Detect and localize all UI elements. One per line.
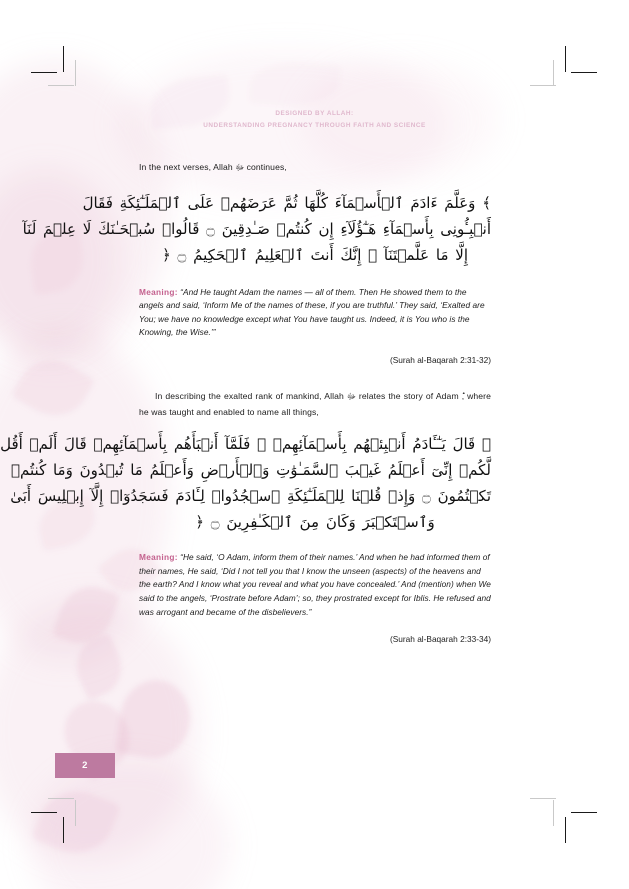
crop-mark-bottom-right-inner <box>530 798 556 799</box>
crop-mark-bottom-left-inner <box>75 800 76 826</box>
crop-mark-top-right-inner <box>530 85 556 86</box>
meaning-text: “And He taught Adam the names — all of them. Then He showed them to the angels and said, ‘Inform Me of the names of these, if you are truthful.’ They said, ‘Exalted are You; we have no knowledge except what You have taught us. Indeed, it is You who is the Knowing, the Wise.’” <box>139 286 485 338</box>
crop-mark-bottom-left-inner <box>48 798 74 799</box>
floral-watermark <box>30 760 230 889</box>
crop-mark-top-right <box>571 72 597 73</box>
meaning-label: Meaning: <box>139 552 178 563</box>
intro-text-before: In the next verses, Allah <box>139 162 236 172</box>
petal-shape <box>67 633 131 701</box>
running-header-line-2: UNDERSTANDING PREGNANCY THROUGH FAITH AND SCIENCE <box>203 122 426 129</box>
body-text-after: , where he was taught and enabled to name all things, <box>139 390 491 417</box>
ayah-line: إِلَّا مَا عَلَّمۡتَنَآ ۖ إِنَّكَ أَنتَ ٱلۡعَلِيمُ ٱلۡحَكِيمُ ۝ ﴿ <box>161 245 468 264</box>
allah-honorific-icon: ﷻ <box>235 163 245 172</box>
crop-mark-top-left-inner <box>48 85 74 86</box>
petal-shape <box>31 779 122 865</box>
quran-verse-block-one <box>22 190 491 268</box>
page-number-value: 2 <box>82 760 88 771</box>
crop-mark-top-left-inner <box>75 60 76 86</box>
intro-paragraph <box>139 160 491 176</box>
body-text-before: In describing the exalted rank of mankind, Allah <box>155 390 347 401</box>
quran-verse-block-two <box>0 431 491 535</box>
body-text-middle: relates the story of Adam <box>355 390 462 401</box>
petal-shape <box>10 347 95 428</box>
crop-mark-top-left <box>63 46 64 72</box>
ayah-line: تَكۡتُمُونَ ۝ وَإِذۡ قُلۡنَا لِلۡمَلَـٰٓئِكَةِ ٱسۡجُدُوا۟ لِـَٔادَمَ فَسَجَدُوٓا۟ إِلَّآ إِبۡلِيسَ أَبَىٰ <box>10 487 491 506</box>
ayah-line: وَٱسۡتَكۡبَرَ وَكَانَ مِنَ ٱلۡكَـٰفِرِينَ ۝ ﴿ <box>195 513 435 532</box>
crop-mark-bottom-left <box>31 812 57 813</box>
allah-honorific-icon: ﷻ <box>346 391 356 401</box>
ayah-line: أَنۢبِـُٔونِى بِأَسۡمَآءِ هَـٰٓؤُلَآءِ إِن كُنتُمۡ صَـٰدِقِينَ ۝ قَالُوا۟ سُبۡحَـٰنَكَ لَا عِلۡمَ لَنَآ <box>22 219 491 238</box>
meaning-label: Meaning: <box>139 286 178 297</box>
running-header-line-1: DESIGNED BY ALLAH: <box>275 110 354 117</box>
intro-text-after: continues, <box>244 162 287 172</box>
citation-one: (Surah al-Baqarah 2:31-32) <box>389 354 491 365</box>
body-paragraph <box>139 389 491 419</box>
meaning-text: “He said, ‘O Adam, inform them of their names.’ And when he had informed them of their names, He said, ‘Did I not tell you that I know the unseen (aspects) of the heavens and the earth? And I know what you reveal and what you have concealed.’ And (mention) when We said to the angels, ‘Prostrate before Adam’; so, they prostrated except for Iblis. He refused and was arrogant and became of the disbelievers.” <box>139 552 491 617</box>
crop-mark-bottom-right <box>565 817 566 843</box>
crop-mark-top-left <box>31 72 57 73</box>
citation-two: (Surah al-Baqarah 2:33-34) <box>389 634 491 645</box>
ayah-line: ﴾ وَعَلَّمَ ءَادَمَ ٱلۡأَسۡمَآءَ كُلَّهَا ثُمَّ عَرَضَهُمۡ عَلَى ٱلۡمَلَـٰٓئِكَةِ فَقَالَ <box>82 193 491 212</box>
petal-shape <box>52 578 120 651</box>
page-number-badge <box>55 753 115 778</box>
crop-mark-top-right-inner <box>553 60 554 86</box>
petal-shape <box>115 676 195 763</box>
ayah-line: ﴾ قَالَ يَـٰٓـَٔادَمُ أَنۢبِئۡهُم بِأَسۡمَآئِهِمۡ ۖ فَلَمَّآ أَنۢبَأَهُم بِأَسۡمَآئِهِمۡ قَالَ أَلَمۡ أَقُل <box>0 435 491 454</box>
crop-mark-bottom-right <box>571 812 597 813</box>
running-header <box>0 108 629 132</box>
ayah-line: لَّكُمۡ إِنِّىٓ أَعۡلَمُ غَيۡبَ ٱلسَّمَـٰوَٰتِ وَٱلۡأَرۡضِ وَأَعۡلَمُ مَا تُبۡدُونَ وَمَا كُنتُمۡ <box>11 461 491 480</box>
meaning-block-two <box>139 551 491 619</box>
petal-shape <box>249 59 342 109</box>
content-column <box>0 160 491 646</box>
crop-mark-bottom-left <box>63 817 64 843</box>
crop-mark-bottom-right-inner <box>553 800 554 826</box>
meaning-block-one <box>139 286 491 340</box>
crop-mark-top-right <box>565 46 566 72</box>
